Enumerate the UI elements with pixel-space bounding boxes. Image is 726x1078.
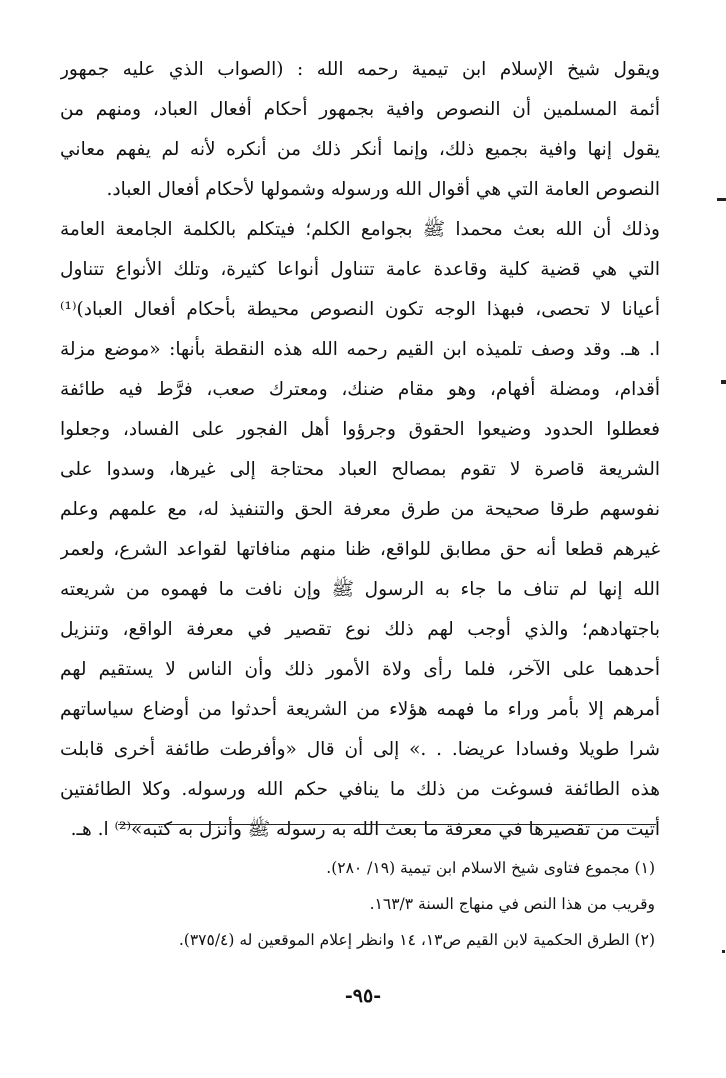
text-line: ا. هـ. وقد وصف تلميذه ابن القيم رحمه الله هذه النقطة بأنها: «موضع مزلة [60, 339, 660, 360]
footnote: (١) مجموع فتاوى شيخ الاسلام ابن تيمية (١٩/ ٢٨٠). [326, 859, 655, 877]
text-line: وذلك أن الله بعث محمدا ﷺ بجوامع الكلم؛ فيتكلم بالكلمة الجامعة العامة [60, 219, 660, 240]
footnote: وقريب من هذا النص في منهاج السنة ١٦٣/٣. [369, 895, 655, 913]
text-line: أعيانا لا تحصى، فبهذا الوجه تكون النصوص محيطة بأحكام أفعال العباد)⁽¹⁾ [60, 299, 660, 320]
text-line: باجتهادهم؛ والذي أوجب لهم ذلك نوع تقصير في معرفة الواقع، وتنزيل [60, 619, 660, 640]
text-line: التي هي قضية كلية وقاعدة عامة تتناول أنواعا كثيرة، وتلك الأنواع تتناول [60, 259, 660, 280]
text-line: أحدهما على الآخر، فلما رأى ولاة الأمور ذلك وأن الناس لا يستقيم لهم [60, 659, 660, 680]
text-line: فعطلوا الحدود وضيعوا الحقوق وجرؤوا أهل الفجور على الفساد، وجعلوا [60, 419, 660, 440]
page-number: -٩٥- [344, 985, 382, 1007]
footnotes [60, 850, 655, 958]
text-line: أقدام، ومضلة أفهام، وهو مقام ضنك، ومعترك صعب، فرَّط فيه طائفة [60, 379, 660, 400]
margin-mark [722, 950, 725, 953]
text-line: الشريعة قاصرة لا تقوم بمصالح العباد محتاجة إلى غيرها، وسدوا على [60, 459, 660, 480]
text-line: أمرهم إلا بأمر وراء ما فهمه هؤلاء من الشريعة أحدثوا من أوضاع سياساتهم [60, 699, 660, 720]
margin-mark [721, 380, 726, 384]
text-line: أتيت من تقصيرها في معرفة ما بعث الله به رسوله ﷺ وأنزل به كتبه»⁽²⁾ ا. هـ. [70, 819, 660, 840]
text-line: يقول إنها وافية بجميع ذلك، وإنما أنكر ذلك من أنكره لأنه لم يفهم معاني [60, 139, 660, 160]
footnote-separator [118, 824, 656, 825]
text-line: شرا طويلا وفسادا عريضا. . .» إلى أن قال «وأفرطت طائفة أخرى قابلت [60, 739, 660, 760]
text-line: ويقول شيخ الإسلام ابن تيمية رحمه الله : (الصواب الذي عليه جمهور [60, 59, 660, 80]
text-line: غيرهم قطعا أنه حق مطابق للواقع، ظنا منهم منافاتها لقواعد الشرع، ولعمر [60, 539, 660, 560]
text-line: النصوص العامة التي هي أقوال الله ورسوله وشمولها لأحكام أفعال العباد. [106, 179, 660, 200]
margin-mark [717, 198, 726, 201]
footnote: (٢) الطرق الحكمية لابن القيم ص١٣، ١٤ وانظر إعلام الموقعين له (٣٧٥/٤). [178, 931, 655, 949]
text-line: نفوسهم طرقا صحيحة من طرق معرفة الحق والتنفيذ له، مع علمهم وعلم [60, 499, 660, 520]
main-text [60, 50, 660, 850]
text-line: هذه الطائفة فسوغت من ذلك ما ينافي حكم الله ورسوله. وكلا الطائفتين [60, 779, 660, 800]
text-line: أئمة المسلمين أن النصوص وافية بجمهور أحكام أفعال العباد، ومنهم من [60, 99, 660, 120]
text-line: الله إنها لم تناف ما جاء به الرسول ﷺ وإن نافت ما فهموه من شريعته [60, 579, 660, 600]
